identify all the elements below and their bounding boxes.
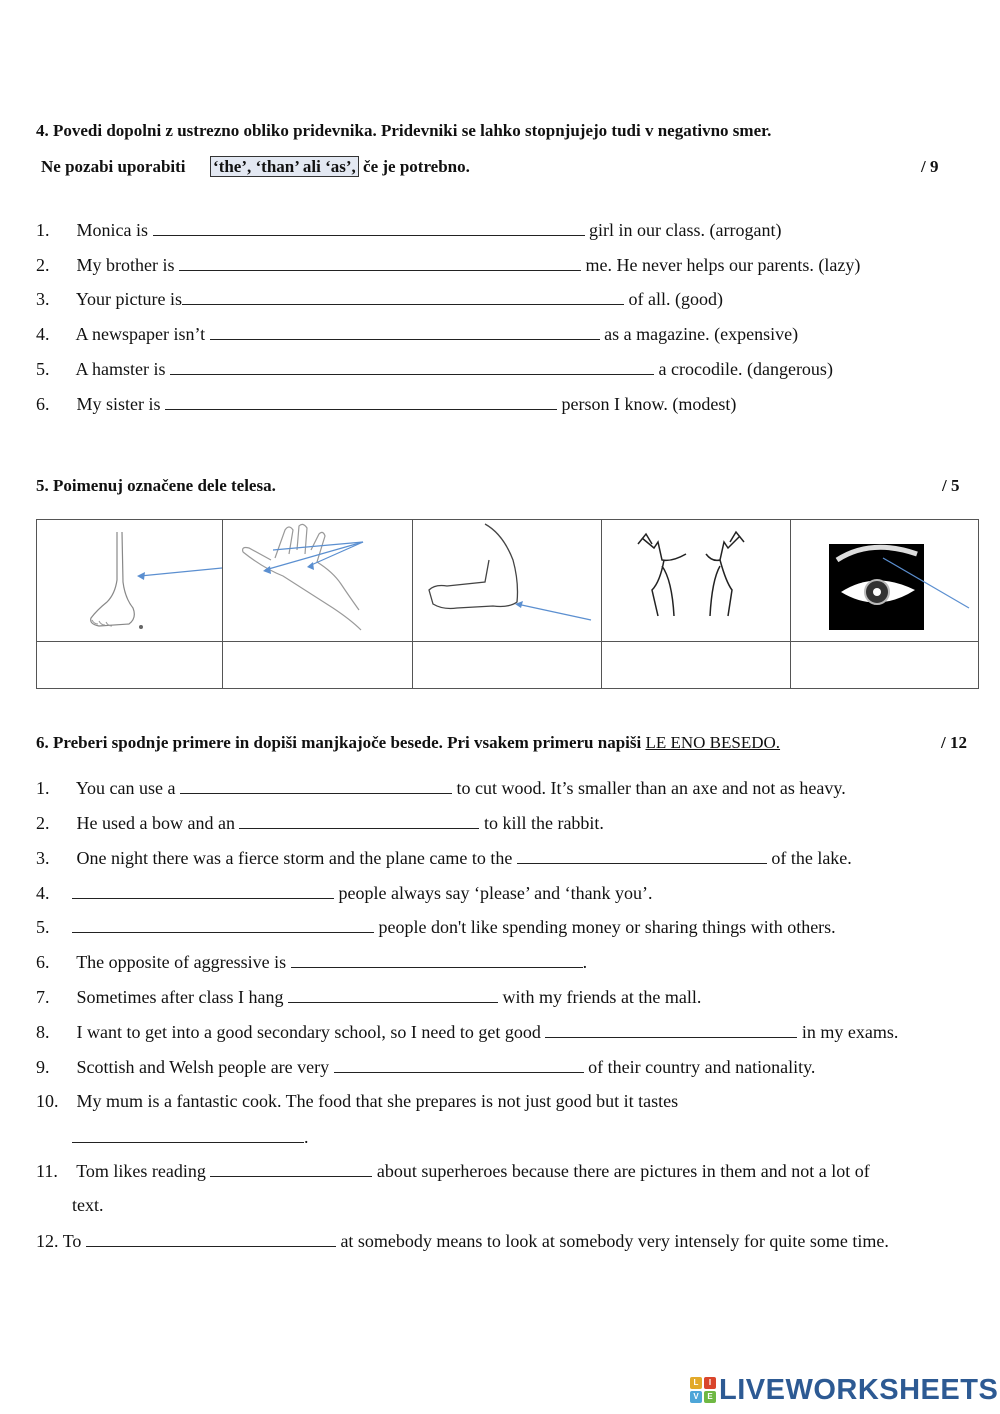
s6-item [36,812,604,834]
foot-icon [37,520,222,636]
logo-letter: L [690,1377,702,1389]
section4-score: / 9 [921,157,939,176]
body-parts-table [36,519,979,689]
logo-text: LIVEWORKSHEETS [719,1373,999,1406]
answer-blank[interactable] [210,323,600,340]
item-text-end: people always say ‘please’ and ‘thank you’. [338,883,653,903]
shoulder-icon [602,520,790,636]
item-number: 2. [36,813,50,833]
elbow-icon [413,520,601,636]
section4-instruction [41,157,470,177]
hand-icon [223,520,412,636]
s6-item [36,1091,678,1112]
item-text-end: about superheroes because there are pictures in them and not a lot of [376,1161,870,1181]
item-text-cont: text. [72,1195,104,1215]
item-number: 11. [36,1161,58,1181]
highlighted-words: ‘the’, ‘than’ ali ‘as’, [210,156,359,177]
item-text: He used a bow and an [76,813,235,833]
s6-item [36,1230,889,1252]
s6-item [36,951,587,973]
logo-letter: I [704,1377,716,1389]
item-number: 5. [36,359,50,379]
answer-blank[interactable] [239,812,479,829]
item-text: One night there was a fierce storm and the plane came to the [76,848,513,868]
s6-item [36,986,701,1008]
logo-mark-icon [690,1377,716,1403]
item-number: 1. [36,220,50,240]
item-text-end: of their country and nationality. [588,1057,816,1077]
instruction-text-end: če je potrebno. [363,157,470,176]
foot-image-cell [37,520,223,642]
item-text-end: with my friends at the mall. [502,987,702,1007]
answer-cell-3[interactable] [413,642,602,689]
item-text: The opposite of aggressive is [76,952,287,972]
item-text: Scottish and Welsh people are very [76,1057,330,1077]
s4-item [36,358,833,380]
item-text: My sister is [76,394,161,414]
s4-item [36,393,736,415]
s6-item-continuation [72,1195,104,1216]
item-number: 6. [36,394,50,414]
item-text: A hamster is [75,359,166,379]
item-text-end: as a magazine. (expensive) [604,324,799,344]
logo-letter: E [704,1391,716,1403]
item-number: 12. [36,1231,59,1251]
hand-image-cell [223,520,413,642]
item-text-end: of all. (good) [628,289,723,309]
item-text: I want to get into a good secondary school, so I need to get good [76,1022,541,1042]
answer-blank[interactable] [288,986,498,1003]
item-text: Tom likes reading [76,1161,206,1181]
s6-item [36,1056,815,1078]
item-text: My mum is a fantastic cook. The food that she prepares is not just good but it tastes [76,1091,679,1111]
section6-title-text: 6. Preberi spodnje primere in dopiši manjkajoče besede. Pri vsakem primeru napiši [36,733,642,752]
answer-cell-2[interactable] [223,642,413,689]
item-text-end: girl in our class. (arrogant) [589,220,782,240]
item-text: To [62,1231,82,1251]
item-text-end: . [304,1127,309,1147]
item-number: 10. [36,1091,59,1111]
item-number: 6. [36,952,50,972]
item-number: 1. [36,778,50,798]
answer-blank[interactable] [86,1230,336,1247]
answer-blank[interactable] [165,393,557,410]
item-number: 5. [36,917,50,937]
shoulders-image-cell [602,520,791,642]
item-text: You can use a [75,778,176,798]
item-text-end: to kill the rabbit. [483,813,604,833]
s6-item [36,1160,870,1182]
s4-item [36,219,781,241]
answer-blank[interactable] [291,951,583,968]
s4-item [36,254,860,276]
section4-title: 4. Povedi dopolni z ustrezno obliko pridevnika. Pridevniki se lahko stopnjujejo tudi v negativno smer. [36,121,772,140]
answer-cell-4[interactable] [602,642,791,689]
item-number: 4. [36,324,50,344]
item-text-end: . [582,952,588,972]
item-number: 2. [36,255,50,275]
item-text: Your picture is [75,289,183,309]
answer-blank[interactable] [72,1126,304,1143]
item-text-end: in my exams. [801,1022,899,1042]
item-text-end: a crocodile. (dangerous) [658,359,833,379]
answer-blank[interactable] [334,1056,584,1073]
item-number: 3. [36,848,50,868]
item-text-end: of the lake. [771,848,852,868]
s4-item [36,323,798,345]
s6-item [36,916,836,938]
item-number: 8. [36,1022,50,1042]
s6-item [36,777,846,799]
answer-blank[interactable] [72,882,334,899]
section6-score: / 12 [941,733,967,752]
answer-blank[interactable] [545,1021,797,1038]
item-text: A newspaper isn’t [75,324,206,344]
item-text-end: me. He never helps our parents. (lazy) [585,255,861,275]
answer-blank[interactable] [182,288,624,305]
s4-item [36,288,723,310]
answer-blank[interactable] [180,777,452,794]
item-number: 9. [36,1057,50,1077]
eyebrow-icon [791,520,978,636]
answer-blank[interactable] [210,1160,372,1177]
s6-item-continuation [72,1126,309,1148]
section5-score: / 5 [942,476,960,495]
s6-item [36,1021,898,1043]
item-text-end: at somebody means to look at somebody very intensely for quite some time. [340,1231,889,1251]
item-number: 4. [36,883,50,903]
s6-item [36,847,852,869]
answer-cell-5[interactable] [791,642,979,689]
item-text: My brother is [76,255,175,275]
item-number: 3. [36,289,50,309]
item-text: Sometimes after class I hang [76,987,284,1007]
answer-blank[interactable] [153,219,585,236]
answer-blank[interactable] [179,254,581,271]
eye-image-cell [791,520,979,642]
section6-title [36,733,780,753]
item-text-end: to cut wood. It’s smaller than an axe and not as heavy. [456,778,846,798]
item-number: 7. [36,987,50,1007]
answer-blank[interactable] [517,847,767,864]
answer-cell-1[interactable] [37,642,223,689]
item-text: Monica is [76,220,148,240]
logo-letter: V [690,1391,702,1403]
s6-item [36,882,653,904]
item-text-end: people don't like spending money or sharing things with others. [378,917,836,937]
answer-blank[interactable] [170,358,654,375]
answer-blank[interactable] [72,916,374,933]
section5-title: 5. Poimenuj označene dele telesa. [36,476,276,495]
item-text-end: person I know. (modest) [561,394,737,414]
section6-title-emphasis: LE ENO BESEDO. [645,733,781,752]
arm-image-cell [413,520,602,642]
instruction-text: Ne pozabi uporabiti [41,157,186,176]
liveworksheets-logo [690,1374,998,1406]
